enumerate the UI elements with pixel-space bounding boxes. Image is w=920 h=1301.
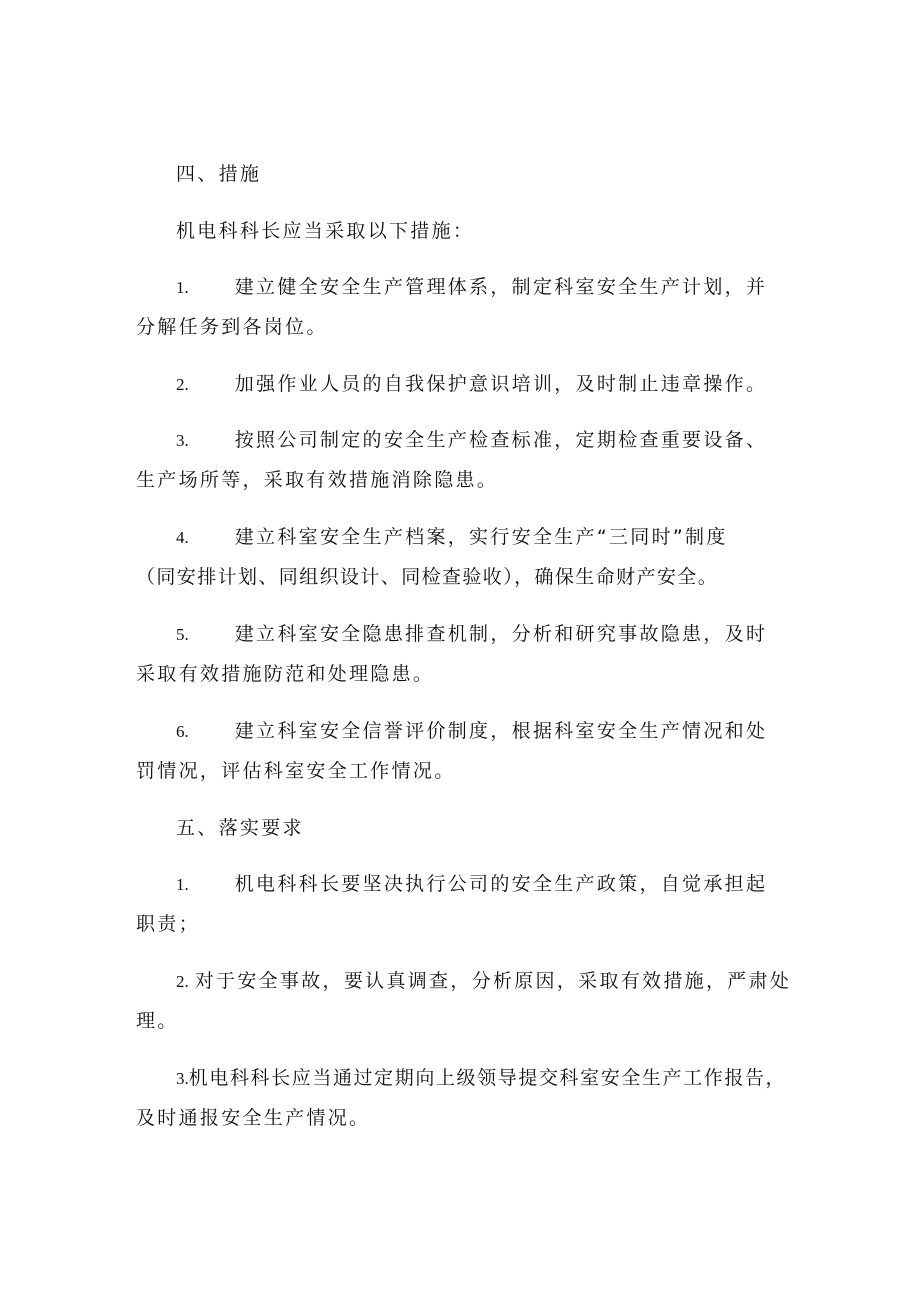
section-5-item-1-continuation: 职责； <box>136 913 200 935</box>
section-4-item-1 <box>176 273 767 302</box>
item-number: 3. <box>176 1069 189 1088</box>
item-number: 5. <box>176 625 189 644</box>
section-5-item-1 <box>176 870 767 899</box>
section-4-item-3 <box>176 426 767 455</box>
section-5-item-2-continuation: 理。 <box>136 1010 179 1032</box>
section-4-item-3-continuation: 生产场所等，采取有效措施消除隐患。 <box>136 469 499 491</box>
section-5-item-2 <box>176 967 791 996</box>
section-4-item-5-continuation: 采取有效措施防范和处理隐患。 <box>136 663 435 685</box>
item-number: 4. <box>176 528 189 547</box>
item-number: 3. <box>176 431 189 450</box>
item-text: 建立科室安全信誉评价制度，根据科室安全生产情况和处 <box>234 720 768 742</box>
item-text: 加强作业人员的自我保护意识培训，及时制止违章操作。 <box>234 373 768 395</box>
item-text: 建立科室安全生产档案，实行安全生产“三同时”制度 <box>234 526 728 548</box>
section-4-item-2 <box>176 370 767 399</box>
section-4-item-5 <box>176 620 767 649</box>
item-number: 1. <box>176 875 189 894</box>
item-text: 机电科科长要坚决执行公司的安全生产政策，自觉承担起 <box>234 873 768 895</box>
section-4-item-6 <box>176 717 767 746</box>
section-5-item-3-continuation: 及时通报安全生产情况。 <box>136 1107 371 1129</box>
item-number: 2. <box>176 972 189 991</box>
item-text: 建立科室安全隐患排查机制，分析和研究事故隐患，及时 <box>234 623 768 645</box>
item-number: 6. <box>176 722 189 741</box>
section-5-heading: 五、落实要求 <box>176 817 304 839</box>
item-text: 对于安全事故，要认真调查，分析原因，采取有效措施，严肃处 <box>194 970 792 992</box>
item-number: 2. <box>176 375 189 394</box>
section-4-item-4 <box>176 523 728 552</box>
section-4-item-1-continuation: 分解任务到各岗位。 <box>136 316 328 338</box>
item-text: 建立健全安全生产管理体系，制定科室安全生产计划，并 <box>234 276 768 298</box>
section-5-item-3 <box>176 1064 786 1093</box>
section-4-heading: 四、措施 <box>176 163 262 185</box>
section-4-item-4-continuation: （同安排计划、同组织设计、同检查验收），确保生命财产安全。 <box>136 566 719 588</box>
section-4-intro: 机电科科长应当采取以下措施： <box>176 220 475 242</box>
item-number: 1. <box>176 278 189 297</box>
item-text: 按照公司制定的安全生产检查标准，定期检查重要设备、 <box>234 429 768 451</box>
item-text: 机电科科长应当通过定期向上级领导提交科室安全生产工作报告， <box>188 1067 787 1089</box>
section-4-item-6-continuation: 罚情况，评估科室安全工作情况。 <box>136 760 456 782</box>
